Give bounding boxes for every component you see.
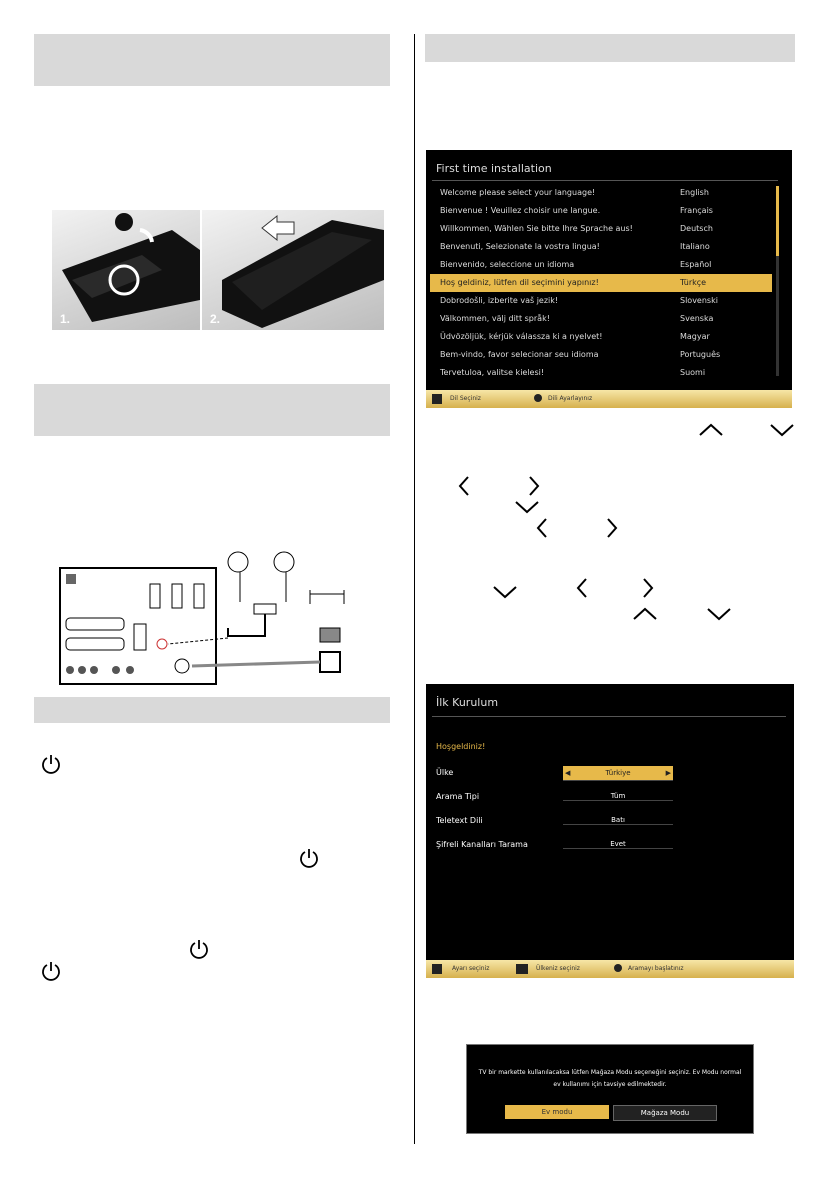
language-option[interactable]: [430, 184, 772, 202]
language-name: Slovenski: [680, 296, 718, 305]
language-name: Türkçe: [680, 278, 707, 287]
setting-value[interactable]: Tüm: [563, 792, 673, 801]
language-option[interactable]: [430, 274, 772, 292]
chevron-left-icon: [570, 576, 594, 600]
power-icon: [40, 960, 62, 982]
language-option[interactable]: [430, 238, 772, 256]
section-header-band-1: [34, 34, 390, 86]
right-arrow-icon: ▶: [665, 769, 671, 777]
welcome-text: Hoşgeldiniz!: [436, 742, 486, 751]
title-underline: [432, 180, 778, 181]
footer-hint-3: Aramayı başlatınız: [628, 965, 684, 972]
footer-hint-2: Ülkeniz seçiniz: [536, 965, 580, 972]
updown-key-icon: [432, 394, 442, 404]
section-header-band-2: [34, 384, 390, 436]
left-arrow-icon: ◀: [565, 769, 571, 777]
screen-footer: [426, 960, 794, 978]
connection-diagram: [58, 548, 370, 688]
ok-key-icon: [534, 394, 542, 402]
chevron-right-icon: [636, 576, 660, 600]
dialog-message-line-2: ev kullanımı için tavsiye edilmektedir.: [553, 1081, 667, 1088]
home-mode-button[interactable]: Ev modu: [505, 1105, 609, 1119]
chevron-down-icon: [488, 582, 522, 602]
language-name: Português: [680, 350, 721, 359]
setting-row[interactable]: [426, 840, 686, 854]
remote-photo-2: [202, 210, 384, 330]
language-welcome-text: Benvenuti, Selezionate la vostra lingua!: [440, 242, 600, 251]
setting-row[interactable]: [426, 816, 686, 830]
footer-hint-1: Ayarı seçiniz: [452, 965, 490, 972]
photo-label-1: 1.: [60, 312, 71, 326]
language-welcome-text: Välkommen, välj ditt språk!: [440, 314, 550, 323]
title-underline: [432, 716, 786, 717]
chevron-left-icon: [530, 516, 554, 540]
chevron-down-icon: [702, 604, 736, 624]
chevron-right-icon: [522, 474, 546, 498]
language-welcome-text: Bienvenue ! Veuillez choisir une langue.: [440, 206, 601, 215]
language-welcome-text: Bienvenido, seleccione un idioma: [440, 260, 575, 269]
remote-photo-1: [52, 210, 200, 330]
language-welcome-text: Üdvözöljük, kérjük válassza ki a nyelvet!: [440, 332, 603, 341]
screen-footer: [426, 390, 792, 408]
language-welcome-text: Willkommen, Wählen Sie bitte Ihre Sprache aus!: [440, 224, 633, 233]
dialog-message-line-1: TV bir markette kullanılacaksa lütfen Mağaza Modu seçeneğini seçiniz. Ev Modu normal: [478, 1069, 742, 1076]
language-name: Magyar: [680, 332, 710, 341]
language-name: Svenska: [680, 314, 714, 323]
ok-key-icon: [614, 964, 622, 972]
screen-title: First time installation: [436, 162, 552, 175]
setting-label: Ülke: [436, 768, 454, 777]
initial-setup-screen: [426, 684, 794, 978]
section-header-band-4: [425, 34, 795, 62]
chevron-down-icon: [765, 420, 799, 440]
language-name: Español: [680, 260, 712, 269]
screen-title: İlk Kurulum: [436, 696, 499, 709]
footer-hint-1: Dil Seçiniz: [450, 395, 481, 402]
scrollbar[interactable]: [776, 186, 779, 376]
setting-value[interactable]: Evet: [563, 840, 673, 849]
language-welcome-text: Bem-vindo, favor selecionar seu idioma: [440, 350, 599, 359]
photo-label-2: 2.: [210, 312, 221, 326]
section-header-band-3: [34, 697, 390, 723]
language-name: Deutsch: [680, 224, 713, 233]
language-option[interactable]: [430, 202, 772, 220]
language-option[interactable]: [430, 220, 772, 238]
store-mode-button[interactable]: Mağaza Modu: [613, 1105, 717, 1121]
setting-label: Teletext Dili: [436, 816, 483, 825]
chevron-left-icon: [452, 474, 476, 498]
remote-illustration-2: [202, 210, 384, 330]
chevron-down-icon: [510, 497, 544, 517]
language-name: Français: [680, 206, 713, 215]
language-selection-screen: [426, 150, 792, 408]
column-divider: [414, 34, 415, 1144]
language-option[interactable]: [430, 310, 772, 328]
setting-label: Şifreli Kanalları Tarama: [436, 840, 528, 849]
power-icon: [40, 753, 62, 775]
power-icon: [188, 938, 210, 960]
footer-hint-2: Dili Ayarlayınız: [548, 395, 593, 402]
language-name: English: [680, 188, 709, 197]
language-welcome-text: Hoş geldiniz, lütfen dil seçimini yapınız!: [440, 278, 599, 287]
power-icon: [298, 847, 320, 869]
language-welcome-text: Welcome please select your language!: [440, 188, 596, 197]
chevron-up-icon: [628, 604, 662, 624]
setting-row[interactable]: [426, 792, 686, 806]
setting-label: Arama Tipi: [436, 792, 480, 801]
language-name: Italiano: [680, 242, 710, 251]
language-name: Suomi: [680, 368, 706, 377]
mode-dialog: [466, 1044, 754, 1134]
language-option[interactable]: [430, 364, 772, 382]
language-welcome-text: Dobrodošli, izberite vaš jezik!: [440, 296, 559, 305]
setting-value[interactable]: ◀ Türkiye ▶: [563, 766, 673, 781]
leftright-key-icon: [516, 964, 528, 974]
language-option[interactable]: [430, 346, 772, 364]
language-option[interactable]: [430, 292, 772, 310]
setting-row[interactable]: [426, 768, 686, 782]
updown-key-icon: [432, 964, 442, 974]
remote-illustration-1: [52, 210, 200, 330]
language-option[interactable]: [430, 256, 772, 274]
language-welcome-text: Tervetuloa, valitse kielesi!: [440, 368, 545, 377]
chevron-up-icon: [694, 420, 728, 440]
setting-value[interactable]: Batı: [563, 816, 673, 825]
language-option[interactable]: [430, 328, 772, 346]
chevron-right-icon: [600, 516, 624, 540]
